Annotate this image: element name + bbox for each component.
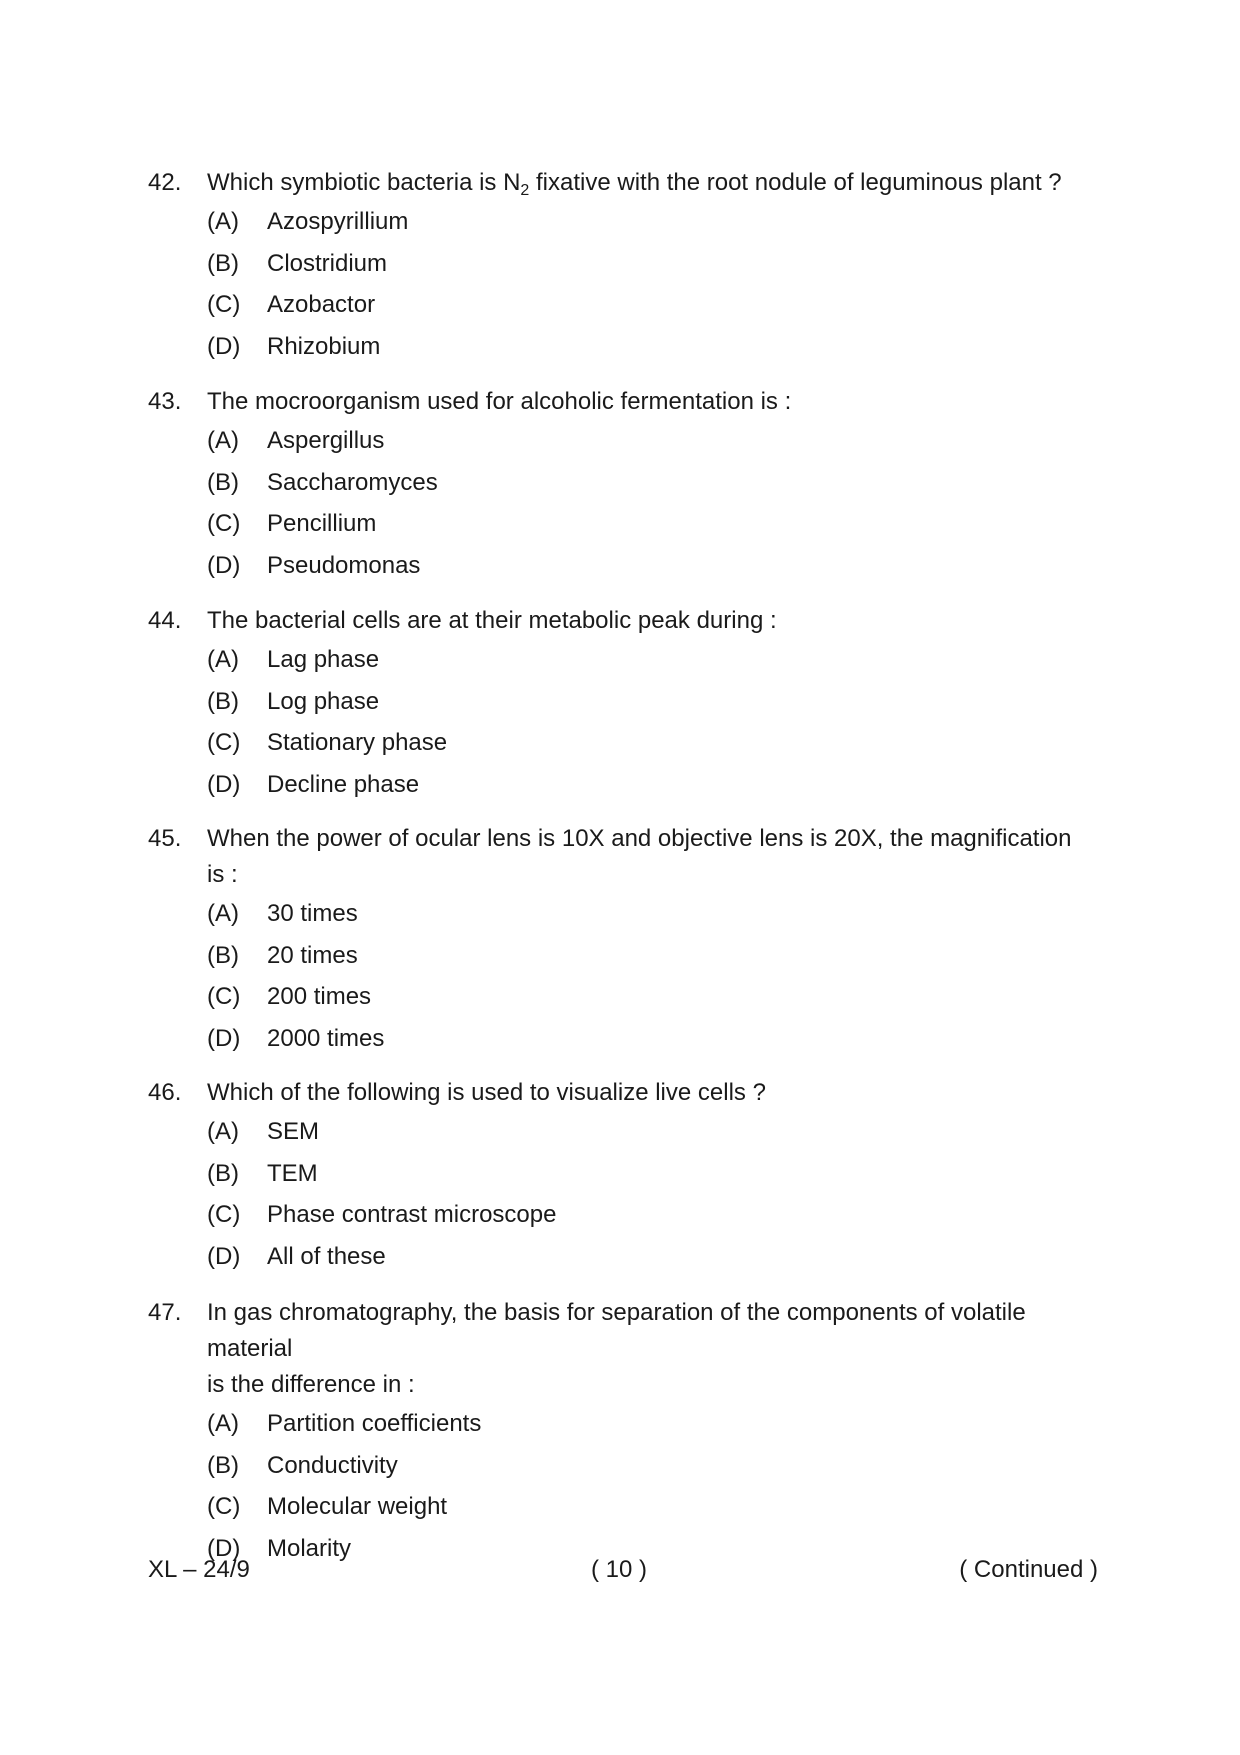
option-letter: (B)	[207, 687, 239, 715]
option-letter: (D)	[207, 332, 241, 360]
option-text: Molecular weight	[267, 1493, 448, 1520]
option-b	[148, 681, 1108, 723]
option-text: Decline phase	[267, 770, 420, 798]
option-letter: (D)	[207, 1534, 241, 1562]
option-text: All of these	[267, 1242, 386, 1270]
option-text: Molarity	[267, 1534, 352, 1562]
option-letter: (C)	[207, 510, 241, 537]
question-number: 47.	[148, 1299, 182, 1326]
option-letter: (C)	[207, 1201, 241, 1228]
option-text: 200 times	[267, 983, 372, 1010]
question-text-line-1: In gas chromatography, the basis for separation of the components of volatile material	[207, 1299, 1026, 1362]
question-stem	[148, 1075, 1108, 1111]
option-d	[148, 1018, 1108, 1060]
option-letter: (D)	[207, 1024, 241, 1052]
option-letter: (A)	[207, 1410, 239, 1437]
option-b	[148, 243, 1108, 285]
page-footer	[148, 1552, 1098, 1588]
option-text: Rhizobium	[267, 332, 381, 360]
option-text: Partition coefficients	[267, 1410, 482, 1437]
subscript: 2	[520, 182, 530, 199]
question-text-line-1: When the power of ocular lens is 10X and objective lens is 20X, the magnification	[207, 825, 1072, 852]
option-text: Stationary phase	[267, 729, 448, 756]
question-43	[148, 384, 1108, 586]
question-text-line-2: is :	[207, 861, 238, 888]
option-a	[148, 1111, 1108, 1153]
question-47	[148, 1295, 1108, 1569]
question-text: Which of the following is used to visualize live cells ?	[207, 1079, 766, 1106]
question-stem	[148, 1295, 1108, 1403]
option-letter: (A)	[207, 1118, 239, 1145]
option-c	[148, 1194, 1108, 1236]
option-letter: (B)	[207, 941, 239, 969]
option-text: 20 times	[267, 941, 358, 969]
question-text-part: fixative with the root nodule of leguminous plant ?	[529, 169, 1062, 196]
question-text: The mocroorganism used for alcoholic fermentation is :	[207, 388, 792, 415]
question-number: 42.	[148, 169, 182, 196]
option-text: Lag phase	[267, 646, 380, 673]
option-text: Azobactor	[267, 291, 376, 318]
option-text: Pseudomonas	[267, 551, 421, 579]
question-45	[148, 821, 1108, 1059]
option-b	[148, 1153, 1108, 1195]
option-text: Saccharomyces	[267, 468, 438, 496]
option-letter: (A)	[207, 646, 239, 673]
option-b	[148, 1445, 1108, 1487]
option-text: Log phase	[267, 687, 380, 715]
option-b	[148, 462, 1108, 504]
question-stem	[148, 165, 1108, 201]
option-a	[148, 893, 1108, 935]
question-number: 45.	[148, 825, 182, 852]
option-letter: (D)	[207, 1242, 241, 1270]
option-letter: (A)	[207, 208, 239, 235]
option-letter: (C)	[207, 1493, 241, 1520]
option-d	[148, 545, 1108, 587]
option-letter: (B)	[207, 468, 239, 496]
option-letter: (C)	[207, 291, 241, 318]
option-text: Aspergillus	[267, 427, 385, 454]
option-letter: (B)	[207, 249, 239, 277]
option-text: TEM	[267, 1159, 318, 1187]
option-letter: (C)	[207, 729, 241, 756]
option-c	[148, 284, 1108, 326]
question-number: 43.	[148, 388, 182, 415]
option-letter: (A)	[207, 900, 239, 927]
option-letter: (A)	[207, 427, 239, 454]
option-text: Pencillium	[267, 510, 377, 537]
question-text-line-2: is the difference in :	[207, 1371, 415, 1398]
question-stem	[148, 603, 1108, 639]
option-d	[148, 1236, 1108, 1278]
option-text: 30 times	[267, 900, 358, 927]
question-number: 44.	[148, 607, 182, 634]
question-text-part: Which symbiotic bacteria is N	[207, 169, 521, 196]
question-number: 46.	[148, 1079, 182, 1106]
question-text: The bacterial cells are at their metabolic peak during :	[207, 607, 777, 634]
option-text: Phase contrast microscope	[267, 1201, 557, 1228]
option-letter: (D)	[207, 551, 241, 579]
paper-code: XL – 24/9	[148, 1556, 250, 1583]
option-text: SEM	[267, 1118, 320, 1145]
option-a	[148, 1403, 1108, 1445]
option-a	[148, 639, 1108, 681]
option-a	[148, 420, 1108, 462]
option-b	[148, 935, 1108, 977]
option-letter: (B)	[207, 1451, 239, 1479]
question-stem	[148, 384, 1108, 420]
page-number: ( 10 )	[591, 1556, 648, 1583]
question-44	[148, 603, 1108, 805]
option-d	[148, 326, 1108, 368]
option-a	[148, 201, 1108, 243]
option-c	[148, 976, 1108, 1018]
option-c	[148, 503, 1108, 545]
question-42	[148, 165, 1108, 367]
option-text: 2000 times	[267, 1024, 385, 1052]
option-c	[148, 722, 1108, 764]
question-text	[207, 165, 1108, 201]
question-stem	[148, 821, 1108, 893]
question-46	[148, 1075, 1108, 1277]
option-letter: (C)	[207, 983, 241, 1010]
option-d	[148, 764, 1108, 806]
option-letter: (D)	[207, 770, 241, 798]
option-text: Clostridium	[267, 249, 388, 277]
continued-label: ( Continued )	[959, 1556, 1098, 1583]
option-text: Azospyrillium	[267, 208, 409, 235]
option-letter: (B)	[207, 1159, 239, 1187]
option-c	[148, 1486, 1108, 1528]
option-text: Conductivity	[267, 1451, 398, 1479]
